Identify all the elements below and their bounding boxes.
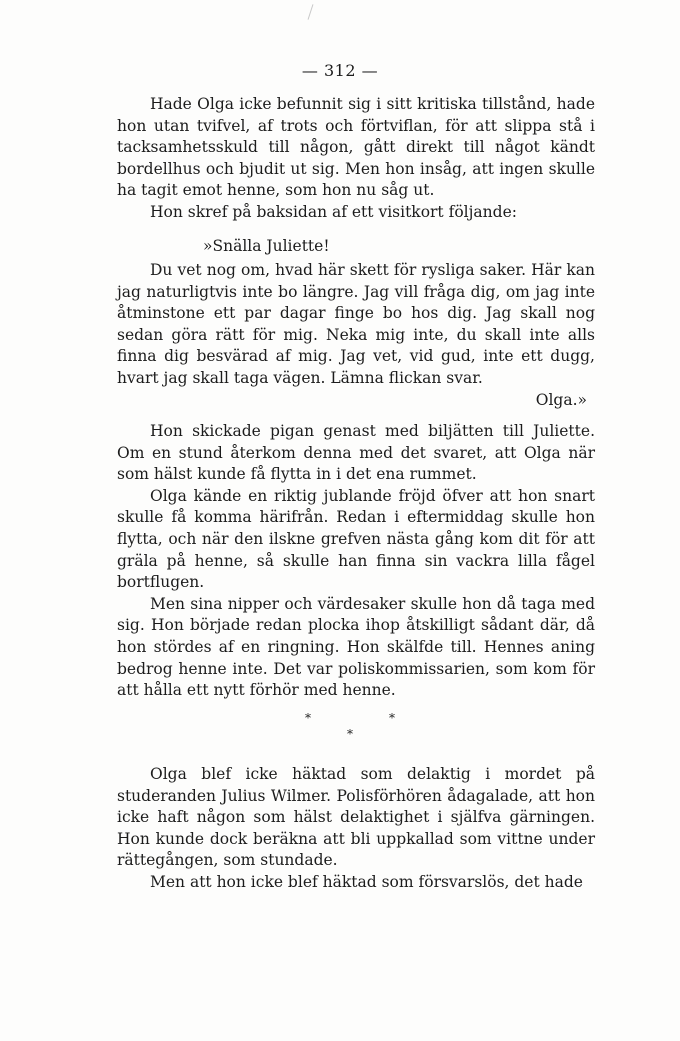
- page-scratch-mark: [308, 4, 314, 20]
- paragraph-visiting-card: Hon skref på baksidan af ett visitkort följande:: [150, 202, 517, 221]
- paragraph-not-arrested: Olga blef icke häktad som delaktig i mordet på studeranden Julius Wilmer. Polisförhören ådagalade, att hon icke haft någon som hälst delaktighet i själfva gärningen. Hon kunde dock beräkna att bli uppkallad som vittne under rättegången, som stundade.: [117, 765, 595, 870]
- paragraph-olga-state: Hade Olga icke befunnit sig i sitt kritiska tillstånd, hade hon utan tvifvel, af trots och förtviflan, för att slippa stå i tacksamhetsskuld till någon, gått direkt till något kändt bordellhus och bjudit ut sig. Men hon insåg, att ingen skulle ha tagit emot henne, som hon nu såg ut.: [117, 95, 595, 200]
- paragraph-joy: Olga kände en riktig jublande fröjd öfver att hon snart skulle få komma härifrån. Redan i eftermiddag skulle hon flytta, och när den ilskne grefven nästa gång kom dit för att gräla på henne, så skulle han finna sin vackra lilla fågel bortflugen.: [117, 486, 595, 592]
- letter-greeting: »Snälla Juliette!: [203, 237, 330, 255]
- letter-body: Du vet nog om, hvad här skett för rysliga saker. Här kan jag naturligtvis inte bo längre. Jag vill fråga dig, om jag inte åtminstone ett par dagar finge bo hos dig. Jag skall nog sedan göra rätt för mig. Neka mig inte, du skall inte alls finna dig besvärad af mig. Jag vet, vid gud, inte ett dugg, hvart jag skall taga vägen. Lämna flickan svar.: [117, 261, 595, 387]
- text-block-middle: [117, 421, 595, 702]
- asterisk-left: *: [305, 711, 311, 725]
- asterisk-right: *: [389, 711, 395, 725]
- text-block-bottom: [117, 764, 595, 894]
- paragraph-continues: Men att hon icke blef häktad som försvarslös, det hade: [150, 872, 583, 891]
- section-break-asterisks: [300, 708, 400, 744]
- paragraph-maid-sent: Hon skickade pigan genast med biljätten till Juliette. Om en stund återkom denna med det svaret, att Olga när som hälst kunde få flytta in i det ena rummet.: [117, 422, 595, 484]
- letter-body-block: [117, 260, 595, 411]
- page-number: — 312 —: [301, 61, 379, 80]
- paragraph-packing: Men sina nipper och värdesaker skulle hon då taga med sig. Hon började redan plocka ihop åtskilligt sådant där, då hon stördes af en ringning. Hon skälfde till. Hennes aning bedrog henne inte. Det var poliskommissarien, som kom för att hålla ett nytt förhör med henne.: [117, 594, 595, 700]
- letter-block: [117, 236, 595, 258]
- text-block-top: [117, 94, 595, 224]
- letter-signature: Olga.»: [535, 390, 587, 409]
- asterisk-middle: *: [347, 727, 353, 741]
